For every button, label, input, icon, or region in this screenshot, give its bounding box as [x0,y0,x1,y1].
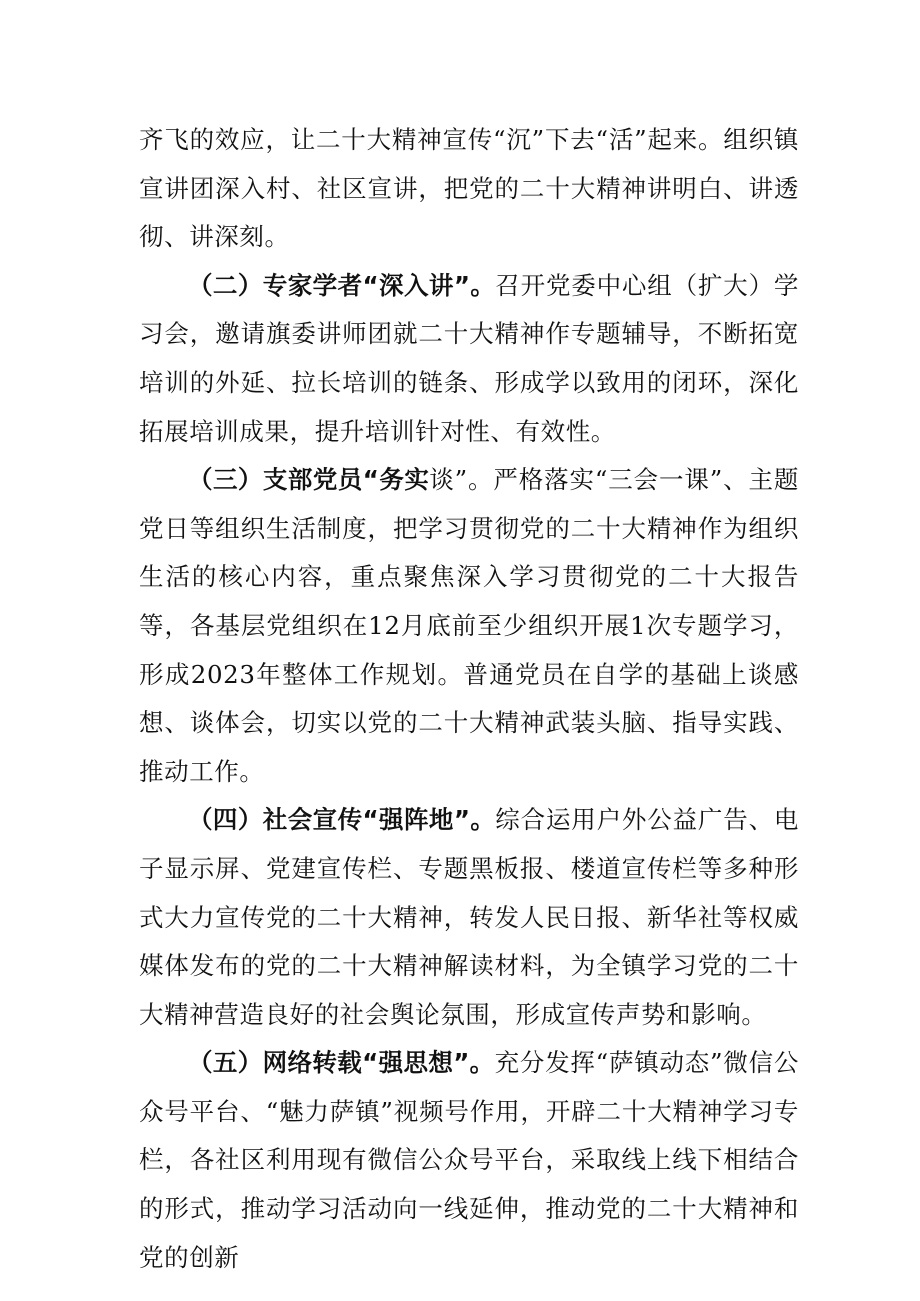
paragraph-body: 召开党委中心组（扩大）学习会，邀请旗委讲师团就二十大精神作专题辅导，不断拓宽培训的外延、拉长培训的链条、形成学以致用的闭环，深化拓展培训成果，提升培训针对性、有效性。 [139,270,799,446]
paragraph-body: 充分发挥“萨镇动态”微信公众号平台、“魅力萨镇”视频号作用，开辟二十大精神学习专栏，各社区利用现有微信公众号平台，采取线上线下相结合的形式，推动学习活动向一线延伸，推动党的二十大精神和党的创新 [139,1048,799,1272]
paragraph-online-reposting [139,1039,799,1282]
paragraph-body: 综合运用户外公益广告、电子显示屏、党建宣传栏、专题黑板报、楼道宣传栏等多种形式大力宣传党的二十大精神，转发人民日报、新华社等权威媒体发布的党的二十大精神解读材料，为全镇学习党的二十大精神营造良好的社会舆论氛围，形成宣传声势和影响。 [139,805,799,1029]
document-body [139,116,799,1282]
paragraph-continuation [139,116,799,262]
paragraph-expert-lecture [139,262,799,456]
paragraph-body: 谈”。严格落实“三会一课”、主题党日等组织生活制度，把学习贯彻党的二十大精神作为组织生活的核心内容，重点聚焦深入学习贯彻党的二十大报告等，各基层党组织在12月底前至少组织开展1次专题学习，形成2023年整体工作规划。普通党员在自学的基础上谈感想、谈体会，切实以党的二十大精神武装头脑、指导实践、推动工作。 [139,465,799,786]
paragraph-heading: （三）支部党员“务实 [188,465,430,495]
paragraph-body: 齐飞的效应，让二十大精神宣传“沉”下去“活”起来。组织镇宣讲团深入村、社区宣讲，把党的二十大精神讲明白、讲透彻、讲深刻。 [139,125,799,252]
paragraph-heading: （二）专家学者“深入讲”。 [188,270,496,300]
paragraph-heading: （四）社会宣传“强阵地”。 [188,805,496,835]
paragraph-branch-members [139,456,799,796]
paragraph-social-publicity [139,796,799,1039]
paragraph-heading: （五）网络转载“强思想”。 [188,1048,495,1078]
